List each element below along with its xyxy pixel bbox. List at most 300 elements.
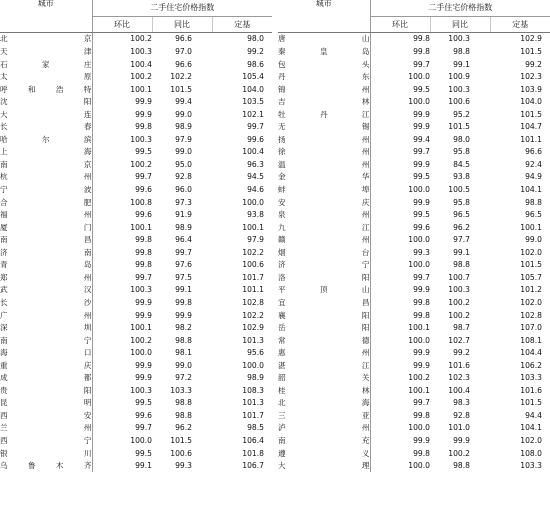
- city-cell: 济宁: [278, 259, 370, 272]
- base-cell: 100.0: [212, 359, 272, 372]
- mom-cell: 99.8: [92, 234, 152, 247]
- mom-cell: 99.6: [413, 222, 430, 232]
- city-cell: 哈尔滨: [0, 133, 92, 146]
- city-cell: 吉林: [278, 96, 370, 109]
- yoy-cell: 99.9: [430, 435, 490, 448]
- mom-cell: 99.7: [135, 423, 152, 433]
- city-cell: 乌鲁木齐: [0, 460, 92, 473]
- city-cell: 桂林: [278, 384, 370, 397]
- yoy-cell: 98.9: [175, 222, 192, 232]
- city-cell: 安庆: [278, 196, 370, 209]
- table-row: [0, 460, 272, 473]
- yoy-cell: 102.7: [430, 334, 490, 347]
- table-row: [0, 96, 272, 109]
- mom-cell: 99.7: [135, 172, 152, 182]
- city-cell: 金华: [278, 171, 370, 184]
- mom-cell: 100.0: [370, 460, 430, 473]
- table-row: [0, 58, 272, 71]
- base-cell: 92.4: [490, 158, 550, 171]
- left-index-table: [0, 0, 272, 472]
- base-cell: 100.6: [212, 259, 272, 272]
- yoy-cell: 98.8: [175, 398, 192, 408]
- city-cell: 温州: [278, 158, 370, 171]
- mom-cell: 100.2: [92, 33, 152, 46]
- yoy-cell: 99.1: [453, 247, 470, 257]
- base-cell: 103.3: [520, 373, 542, 383]
- yoy-cell: 97.7: [430, 234, 490, 247]
- table-row: [0, 246, 272, 259]
- table-row: [0, 171, 272, 184]
- yoy-cell: 96.6: [152, 33, 212, 46]
- city-cell: 韶关: [278, 372, 370, 385]
- table-row: [278, 196, 550, 209]
- base-cell: 102.0: [520, 247, 542, 257]
- mom-cell: 99.9: [370, 359, 430, 372]
- group-title: 二手住宅价格指数: [370, 0, 550, 17]
- yoy-cell: 96.0: [152, 184, 212, 197]
- city-cell: 重庆: [0, 359, 92, 372]
- yoy-cell: 100.6: [170, 448, 192, 458]
- base-cell: 96.5: [490, 209, 550, 222]
- mom-cell: 99.6: [92, 184, 152, 197]
- base-cell: 101.5: [520, 398, 542, 408]
- yoy-cell: 95.0: [152, 158, 212, 171]
- mom-cell: 99.5: [370, 209, 430, 222]
- base-cell: 106.2: [490, 359, 550, 372]
- city-cell: 南京: [0, 158, 92, 171]
- city-cell: 兰州: [0, 422, 92, 435]
- city-cell: 大连: [0, 108, 92, 121]
- yoy-cell: 100.3: [430, 284, 490, 297]
- table-row: [278, 422, 550, 435]
- table-row: [278, 347, 550, 360]
- yoy-cell: 91.9: [152, 209, 212, 222]
- table-row: [278, 309, 550, 322]
- yoy-cell: 99.0: [152, 359, 212, 372]
- base-cell: 101.1: [212, 284, 272, 297]
- base-cell: 94.5: [247, 172, 264, 182]
- city-cell: 湛江: [278, 359, 370, 372]
- mom-cell: 99.9: [135, 297, 152, 307]
- table-row: [0, 234, 272, 247]
- city-cell: 济南: [0, 246, 92, 259]
- table-row: [0, 146, 272, 159]
- yoy-cell: 100.2: [430, 309, 490, 322]
- yoy-cell: 98.7: [453, 323, 470, 333]
- mom-cell: 99.7: [135, 272, 152, 282]
- table-row: [0, 271, 272, 284]
- mom-cell: 99.9: [370, 435, 430, 448]
- mom-cell: 99.9: [92, 108, 152, 121]
- city-cell: 北京: [0, 33, 92, 46]
- table-row: [278, 460, 550, 473]
- mom-cell: 99.9: [413, 197, 430, 207]
- base-cell: 106.7: [212, 460, 272, 473]
- yoy-cell: 95.2: [430, 108, 490, 121]
- table-row: [0, 435, 272, 448]
- table-row: [0, 409, 272, 422]
- table-row: [278, 409, 550, 422]
- mom-cell: 99.3: [413, 247, 430, 257]
- base-cell: 108.3: [212, 384, 272, 397]
- base-cell: 102.2: [212, 309, 272, 322]
- mom-cell: 99.7: [413, 147, 430, 157]
- city-cell: 三亚: [278, 409, 370, 422]
- table-row: [278, 209, 550, 222]
- mom-cell: 100.3: [92, 384, 152, 397]
- base-cell: 99.7: [247, 122, 264, 132]
- city-column-header: 城市: [278, 0, 370, 33]
- base-cell: 104.1: [490, 184, 550, 197]
- city-cell: 锦州: [278, 83, 370, 96]
- yoy-cell: 96.2: [453, 222, 470, 232]
- yoy-cell: 92.8: [430, 409, 490, 422]
- table-row: [0, 372, 272, 385]
- mom-cell: 99.1: [92, 460, 152, 473]
- city-cell: 牡丹江: [278, 108, 370, 121]
- table-row: [278, 96, 550, 109]
- mom-cell: 99.9: [92, 309, 152, 322]
- mom-cell: 99.9: [370, 284, 430, 297]
- base-cell: 101.5: [520, 47, 542, 57]
- base-cell: 99.0: [490, 234, 550, 247]
- city-cell: 贵阳: [0, 384, 92, 397]
- base-cell: 102.8: [490, 309, 550, 322]
- mom-cell: 100.4: [92, 58, 152, 71]
- city-cell: 长春: [0, 121, 92, 134]
- yoy-cell: 98.8: [453, 47, 470, 57]
- city-cell: 石家庄: [0, 58, 92, 71]
- mom-cell: 99.9: [135, 373, 152, 383]
- mom-cell: 99.7: [413, 272, 430, 282]
- mom-cell: 100.2: [130, 72, 152, 82]
- yoy-cell: 101.5: [152, 83, 212, 96]
- base-cell: 94.6: [212, 184, 272, 197]
- table-row: [278, 158, 550, 171]
- table-row: [0, 422, 272, 435]
- header-base: 定基: [212, 17, 272, 33]
- mom-cell: 99.8: [413, 47, 430, 57]
- table-row: [0, 196, 272, 209]
- yoy-cell: 99.0: [152, 108, 212, 121]
- base-cell: 94.4: [490, 409, 550, 422]
- mom-cell: 100.8: [130, 197, 152, 207]
- right-index-table: [278, 0, 550, 472]
- table-row: [0, 133, 272, 146]
- base-cell: 102.0: [520, 297, 542, 307]
- mom-cell: 99.4: [370, 133, 430, 146]
- base-cell: 101.5: [490, 108, 550, 121]
- yoy-cell: 98.8: [430, 460, 490, 473]
- table-row: [278, 296, 550, 309]
- base-cell: 101.1: [490, 133, 550, 146]
- city-cell: 北海: [278, 397, 370, 410]
- header-yoy: 同比: [430, 17, 490, 33]
- yoy-cell: 100.4: [430, 384, 490, 397]
- table-row: [278, 108, 550, 121]
- base-cell: 108.1: [490, 334, 550, 347]
- yoy-cell: 101.0: [448, 423, 470, 433]
- table-row: [0, 359, 272, 372]
- mom-cell: 99.8: [92, 259, 152, 272]
- city-cell: 合肥: [0, 196, 92, 209]
- base-cell: 100.4: [242, 147, 264, 157]
- table-row: [0, 71, 272, 84]
- yoy-cell: 98.8: [152, 334, 212, 347]
- table-row: [278, 322, 550, 335]
- yoy-cell: 97.9: [152, 133, 212, 146]
- mom-cell: 100.1: [130, 222, 152, 232]
- base-cell: 104.4: [520, 348, 542, 358]
- base-cell: 101.5: [490, 259, 550, 272]
- table-row: [0, 397, 272, 410]
- base-cell: 104.0: [520, 97, 542, 107]
- base-cell: 106.4: [212, 435, 272, 448]
- table-row: [0, 296, 272, 309]
- mom-cell: 100.0: [130, 348, 152, 358]
- mom-cell: 100.1: [370, 384, 430, 397]
- yoy-cell: 96.4: [152, 234, 212, 247]
- base-cell: 102.8: [242, 297, 264, 307]
- city-cell: 赣州: [278, 234, 370, 247]
- yoy-cell: 98.8: [430, 259, 490, 272]
- yoy-cell: 99.4: [175, 97, 192, 107]
- mom-cell: 99.8: [370, 33, 430, 46]
- table-row: [0, 46, 272, 59]
- yoy-cell: 99.1: [430, 58, 490, 71]
- yoy-cell: 99.1: [152, 284, 212, 297]
- base-cell: 98.8: [525, 197, 542, 207]
- base-cell: 101.8: [242, 448, 264, 458]
- mom-cell: 100.0: [408, 423, 430, 433]
- yoy-cell: 100.2: [448, 297, 470, 307]
- city-cell: 大理: [278, 460, 370, 473]
- table-row: [278, 33, 550, 46]
- city-cell: 沈阳: [0, 96, 92, 109]
- base-cell: 96.3: [212, 158, 272, 171]
- yoy-cell: 102.2: [170, 72, 192, 82]
- base-cell: 98.9: [247, 373, 264, 383]
- yoy-cell: 95.8: [453, 147, 470, 157]
- mom-cell: 99.8: [370, 409, 430, 422]
- yoy-cell: 97.0: [175, 47, 192, 57]
- table-row: [0, 209, 272, 222]
- yoy-cell: 100.2: [448, 448, 470, 458]
- table-row: [278, 71, 550, 84]
- table-row: [0, 121, 272, 134]
- mom-cell: 99.7: [370, 58, 430, 71]
- yoy-cell: 99.0: [175, 147, 192, 157]
- table-row: [0, 284, 272, 297]
- base-cell: 104.1: [520, 423, 542, 433]
- city-cell: 西宁: [0, 435, 92, 448]
- city-cell: 福州: [0, 209, 92, 222]
- table-row: [0, 83, 272, 96]
- table-row: [278, 372, 550, 385]
- base-cell: 101.2: [490, 284, 550, 297]
- yoy-cell: 102.3: [448, 373, 470, 383]
- base-cell: 100.0: [242, 197, 264, 207]
- mom-cell: 100.2: [92, 158, 152, 171]
- mom-cell: 100.2: [408, 373, 430, 383]
- city-cell: 银川: [0, 447, 92, 460]
- city-cell: 扬州: [278, 133, 370, 146]
- base-cell: 105.4: [242, 72, 264, 82]
- table-row: [278, 334, 550, 347]
- city-cell: 宜昌: [278, 296, 370, 309]
- base-cell: 97.9: [212, 234, 272, 247]
- header-mom: 环比: [92, 17, 152, 33]
- mom-cell: 99.9: [92, 359, 152, 372]
- base-cell: 99.6: [212, 133, 272, 146]
- city-cell: 唐山: [278, 33, 370, 46]
- mom-cell: 99.7: [413, 398, 430, 408]
- base-cell: 94.9: [525, 172, 542, 182]
- yoy-cell: 98.9: [175, 122, 192, 132]
- city-cell: 海口: [0, 347, 92, 360]
- yoy-cell: 98.8: [152, 409, 212, 422]
- yoy-cell: 97.6: [152, 259, 212, 272]
- mom-cell: 99.9: [413, 122, 430, 132]
- yoy-cell: 99.8: [175, 297, 192, 307]
- base-cell: 102.2: [242, 247, 264, 257]
- city-cell: 洛阳: [278, 271, 370, 284]
- city-cell: 无锡: [278, 121, 370, 134]
- table-row: [0, 334, 272, 347]
- mom-cell: 99.8: [135, 247, 152, 257]
- mom-cell: 100.3: [130, 47, 152, 57]
- city-cell: 秦皇岛: [278, 46, 370, 59]
- base-cell: 101.6: [490, 384, 550, 397]
- yoy-cell: 93.8: [453, 172, 470, 182]
- table-row: [0, 309, 272, 322]
- yoy-cell: 98.0: [430, 133, 490, 146]
- mom-cell: 99.8: [413, 448, 430, 458]
- mom-cell: 99.9: [413, 348, 430, 358]
- yoy-cell: 101.5: [448, 122, 470, 132]
- table-row: [0, 447, 272, 460]
- base-cell: 104.0: [212, 83, 272, 96]
- yoy-cell: 98.3: [453, 398, 470, 408]
- yoy-cell: 96.6: [152, 58, 212, 71]
- yoy-cell: 97.2: [175, 373, 192, 383]
- mom-cell: 100.0: [370, 184, 430, 197]
- mom-cell: 100.2: [92, 334, 152, 347]
- base-cell: 103.3: [490, 460, 550, 473]
- base-cell: 98.6: [212, 58, 272, 71]
- yoy-cell: 100.9: [448, 72, 470, 82]
- city-cell: 遵义: [278, 447, 370, 460]
- city-cell: 包头: [278, 58, 370, 71]
- city-cell: 广州: [0, 309, 92, 322]
- mom-cell: 100.0: [370, 334, 430, 347]
- base-cell: 100.1: [520, 222, 542, 232]
- yoy-cell: 99.2: [453, 348, 470, 358]
- yoy-cell: 84.5: [430, 158, 490, 171]
- base-cell: 102.9: [490, 33, 550, 46]
- yoy-cell: 100.3: [430, 83, 490, 96]
- yoy-cell: 101.5: [152, 435, 212, 448]
- mom-cell: 99.8: [413, 297, 430, 307]
- city-cell: 徐州: [278, 146, 370, 159]
- city-cell: 郑州: [0, 271, 92, 284]
- base-cell: 99.2: [490, 58, 550, 71]
- city-cell: 西安: [0, 409, 92, 422]
- base-cell: 96.6: [525, 147, 542, 157]
- mom-cell: 100.1: [92, 83, 152, 96]
- table-row: [278, 259, 550, 272]
- mom-cell: 100.0: [408, 97, 430, 107]
- right-table-body: [278, 33, 550, 473]
- base-cell: 93.8: [212, 209, 272, 222]
- base-cell: 102.9: [242, 323, 264, 333]
- base-cell: 108.0: [520, 448, 542, 458]
- table-row: [278, 121, 550, 134]
- table-row: [278, 384, 550, 397]
- base-cell: 103.9: [490, 83, 550, 96]
- base-cell: 107.0: [520, 323, 542, 333]
- yoy-cell: 97.5: [175, 272, 192, 282]
- base-cell: 103.5: [242, 97, 264, 107]
- yoy-cell: 100.7: [448, 272, 470, 282]
- city-cell: 太原: [0, 71, 92, 84]
- table-row: [278, 146, 550, 159]
- table-row: [278, 133, 550, 146]
- table-row: [0, 108, 272, 121]
- city-cell: 丹东: [278, 71, 370, 84]
- mom-cell: 100.3: [92, 133, 152, 146]
- city-cell: 天津: [0, 46, 92, 59]
- city-cell: 杭州: [0, 171, 92, 184]
- mom-cell: 99.8: [135, 122, 152, 132]
- base-cell: 101.3: [242, 398, 264, 408]
- yoy-cell: 100.6: [448, 97, 470, 107]
- group-title: 二手住宅价格指数: [92, 0, 272, 17]
- city-cell: 襄阳: [278, 309, 370, 322]
- table-row: [278, 447, 550, 460]
- yoy-cell: 100.3: [430, 33, 490, 46]
- mom-cell: 99.6: [92, 409, 152, 422]
- table-row: [278, 234, 550, 247]
- table-row: [0, 33, 272, 46]
- city-cell: 武汉: [0, 284, 92, 297]
- table-row: [278, 171, 550, 184]
- city-cell: 泸州: [278, 422, 370, 435]
- city-cell: 蚌埠: [278, 184, 370, 197]
- yoy-cell: 92.8: [175, 172, 192, 182]
- city-cell: 厦门: [0, 221, 92, 234]
- city-cell: 惠州: [278, 347, 370, 360]
- city-cell: 深圳: [0, 322, 92, 335]
- mom-cell: 100.0: [370, 234, 430, 247]
- city-cell: 长沙: [0, 296, 92, 309]
- yoy-cell: 98.2: [175, 323, 192, 333]
- table-row: [278, 246, 550, 259]
- yoy-cell: 98.1: [175, 348, 192, 358]
- base-cell: 104.7: [520, 122, 542, 132]
- table-row: [0, 221, 272, 234]
- table-row: [278, 271, 550, 284]
- table-row: [278, 359, 550, 372]
- table-row: [278, 58, 550, 71]
- yoy-cell: 99.3: [152, 460, 212, 473]
- city-cell: 青岛: [0, 259, 92, 272]
- city-cell: 成都: [0, 372, 92, 385]
- city-cell: 岳阳: [278, 322, 370, 335]
- table-row: [0, 158, 272, 171]
- mom-cell: 99.5: [135, 398, 152, 408]
- mom-cell: 99.9: [370, 158, 430, 171]
